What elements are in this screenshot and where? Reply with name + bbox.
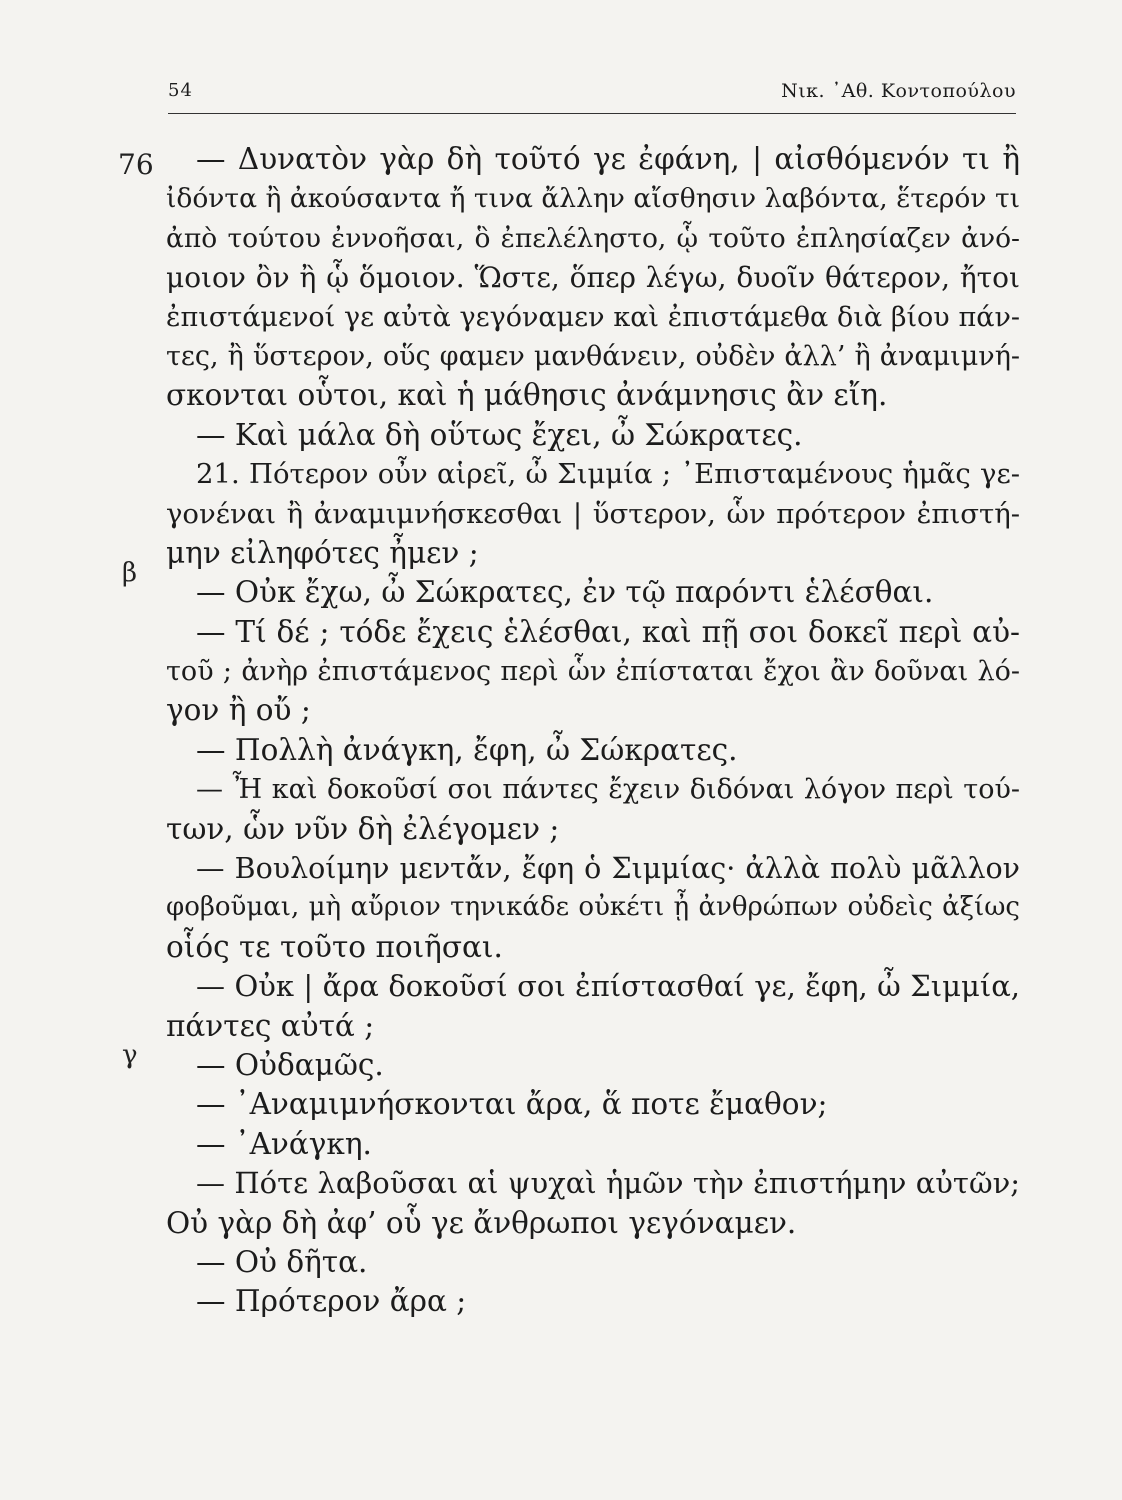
section-marker-g: γ <box>122 1040 138 1070</box>
text-line: γονέναι ἢ ἀναμιμνήσκεσθαι | ὕστερον, ὧν πρότερον ἐπιστή- <box>166 497 1020 530</box>
text-line: — Οὐκ ἔχω, ὦ Σώκρατες, ἐν τῷ παρόντι ἑλέσθαι. <box>196 575 934 610</box>
text-line: Οὐ γὰρ δὴ ἀφ’ οὗ γε ἄνθρωποι γεγόναμεν. <box>166 1205 797 1240</box>
header-rule <box>168 113 1016 114</box>
text-line: σκονται οὗτοι, καὶ ἡ μάθησις ἀνάμνησις ἂν εἴη. <box>166 378 888 413</box>
body-text <box>166 140 1020 1322</box>
text-line: — Τί δέ ; τόδε ἔχεις ἑλέσθαι, καὶ πῇ σοι δοκεῖ περὶ αὐ- <box>196 614 1020 649</box>
stephanus-marker-76: 76 <box>118 148 154 181</box>
text-line: ἀπὸ τούτου ἐννοῆσαι, ὃ ἐπελέληστο, ᾧ τοῦτο ἐπλησίαζεν ἀνό- <box>166 222 1020 254</box>
text-line: των, ὧν νῦν δὴ ἐλέγομεν ; <box>166 811 560 846</box>
text-line: — ᾿Αναμιμνήσκονται ἄρα, ἅ ποτε ἔμαθον; <box>196 1087 828 1122</box>
text-line: μοιον ὂν ἢ ᾧ ὅμοιον. Ὥστε, ὅπερ λέγω, δυοῖν θάτερον, ἤτοι <box>166 261 1020 295</box>
section-marker-b: β <box>122 558 138 588</box>
text-line: — Πρότερον ἄρα ; <box>196 1284 467 1319</box>
text-line: 21. Πότερον οὖν αἱρεῖ, ὦ Σιμμία ; ᾿Επισταμένους ἡμᾶς γε- <box>196 458 1020 491</box>
text-line: γον ἢ οὔ ; <box>166 693 311 728</box>
text-line: — Πότε λαβοῦσαι αἱ ψυχαὶ ἡμῶν τὴν ἐπιστήμην αὐτῶν; <box>196 1166 1020 1201</box>
text-line: τοῦ ; ἀνὴρ ἐπιστάμενος περὶ ὧν ἐπίσταται ἔχοι ἂν δοῦναι λό- <box>166 656 1020 688</box>
text-line: — ᾿Ανάγκη. <box>196 1126 372 1161</box>
text-line: — Οὐ δῆτα. <box>196 1244 368 1279</box>
text-line: τες, ἢ ὕστερον, οὕς φαμεν μανθάνειν, οὐδὲν ἀλλ’ ἢ ἀναμιμνή- <box>166 340 1020 372</box>
text-line: — Καὶ μάλα δὴ οὕτως ἔχει, ὦ Σώκρατες. <box>196 417 803 452</box>
page-header <box>168 80 1016 114</box>
text-line: πάντες αὐτά ; <box>166 1008 375 1043</box>
text-line: οἷός τε τοῦτο ποιῆσαι. <box>166 929 503 964</box>
text-line: — Δυνατὸν γὰρ δὴ τοῦτό γε ἐφάνη, | αἰσθόμενόν τι ἢ <box>196 142 1020 176</box>
text-line: μην εἰληφότες ἦμεν ; <box>166 535 479 570</box>
text-line: — Βουλοίμην μεντἄν, ἔφη ὁ Σιμμίας· ἀλλὰ πολὺ μᾶλλον <box>196 852 1020 886</box>
text-line: — Οὐδαμῶς. <box>196 1047 384 1082</box>
text-line: φοβοῦμαι, μὴ αὔριον τηνικάδε οὐκέτι ᾖ ἀνθρώπων οὐδεὶς ἀξίως <box>166 892 1020 923</box>
text-line: ἰδόντα ἢ ἀκούσαντα ἤ τινα ἄλλην αἴσθησιν λαβόντα, ἕτερόν τι <box>166 183 1020 215</box>
page-number: 54 <box>168 80 193 101</box>
text-line: — Ἦ καὶ δοκοῦσί σοι πάντες ἔχειν διδόναι λόγον περὶ τού- <box>196 774 1020 806</box>
text-line: — Πολλὴ ἀνάγκη, ἔφη, ὦ Σώκρατες. <box>196 732 738 767</box>
text-line: — Οὐκ | ἄρα δοκοῦσί σοι ἐπίστασθαί γε, ἔφη, ὦ Σιμμία, <box>196 969 1020 1004</box>
text-line: ἐπιστάμενοί γε αὐτὰ γεγόναμεν καὶ ἐπιστάμεθα διὰ βίου πάν- <box>166 301 1020 333</box>
running-head: Νικ. ᾿Αθ. Κοντοπούλου <box>781 80 1016 102</box>
